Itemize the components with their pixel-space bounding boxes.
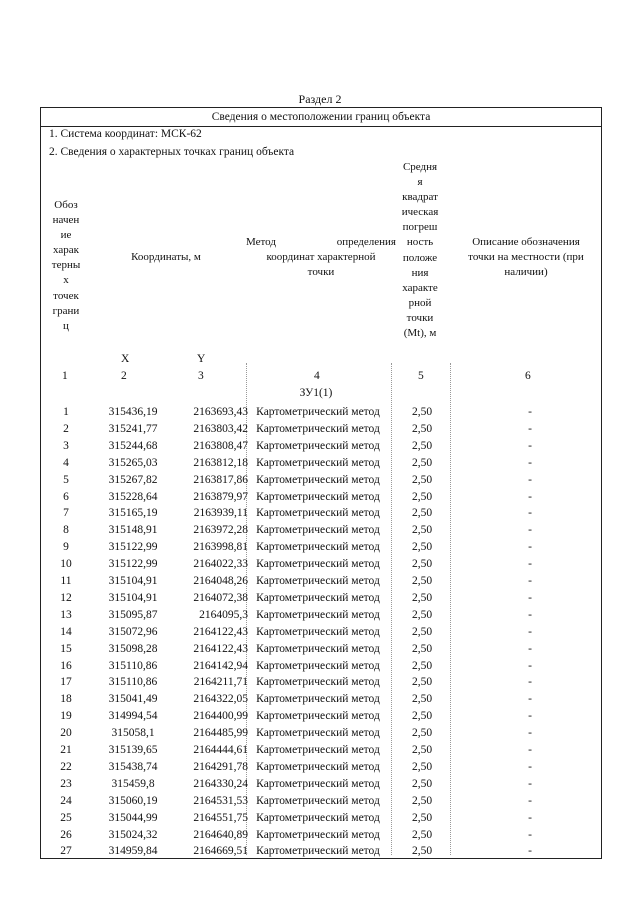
- description-cell: -: [528, 693, 532, 706]
- point-number: 2: [63, 422, 69, 435]
- zone-label: ЗУ1(1): [299, 387, 333, 399]
- error-cell: 2,50: [411, 828, 433, 841]
- header-line: координат характерной: [266, 251, 376, 264]
- x-coordinate: 315265,03: [108, 456, 158, 469]
- y-coordinate: 2164640,89: [193, 828, 248, 841]
- description-cell: -: [528, 744, 532, 756]
- x-coordinate: 315139,65: [108, 744, 158, 756]
- method-cell: Картометрический метод: [256, 507, 380, 520]
- error-cell: 2,50: [411, 541, 433, 554]
- section-title: Раздел 2: [298, 92, 342, 106]
- header-line: харак: [53, 244, 79, 257]
- header-line: ность: [406, 236, 434, 249]
- point-number: 26: [60, 828, 72, 841]
- point-number: 18: [60, 693, 72, 706]
- method-cell: Картометрический метод: [256, 845, 380, 858]
- method-cell: Картометрический метод: [256, 473, 380, 486]
- table-row: [41, 843, 601, 860]
- description-cell: -: [528, 439, 532, 452]
- error-cell: 2,50: [411, 777, 433, 790]
- table-row: [41, 793, 601, 810]
- table-row: [41, 674, 601, 691]
- description-cell: -: [528, 760, 532, 773]
- description-cell: -: [528, 845, 532, 858]
- point-number: 13: [60, 608, 72, 621]
- description-cell: -: [528, 642, 532, 655]
- title-divider: [41, 126, 601, 127]
- point-number: 16: [60, 659, 72, 672]
- method-cell: Картометрический метод: [256, 659, 380, 672]
- method-cell: Картометрический метод: [256, 524, 380, 537]
- header-word: Метод: [246, 236, 276, 248]
- method-cell: Картометрический метод: [256, 811, 380, 824]
- x-coordinate: 315060,19: [108, 794, 158, 807]
- table-row: [41, 776, 601, 793]
- error-cell: 2,50: [411, 744, 433, 756]
- x-coordinate: 315459,8: [111, 777, 155, 790]
- y-coordinate: 2163803,42: [193, 422, 248, 435]
- column-number: 6: [525, 370, 531, 382]
- error-cell: 2,50: [411, 811, 433, 824]
- method-cell: Картометрический метод: [256, 828, 380, 841]
- table-row: [41, 438, 601, 455]
- description-cell: -: [528, 473, 532, 486]
- table-row: [41, 505, 601, 522]
- y-coordinate: 2164551,75: [193, 811, 248, 824]
- y-coordinate: 2163879,97: [193, 490, 248, 503]
- description-cell: -: [528, 676, 532, 689]
- x-coordinate: 315072,96: [108, 625, 158, 638]
- y-coordinate: 2164095,3: [199, 608, 248, 621]
- method-cell: Картометрический метод: [256, 693, 380, 706]
- header-line: ие: [60, 229, 72, 242]
- method-cell: Картометрический метод: [256, 558, 380, 571]
- table-row: [41, 641, 601, 658]
- column-number: 2: [121, 370, 127, 382]
- header-line: наличии): [504, 266, 548, 279]
- header-line: начен: [52, 214, 80, 227]
- point-number: 3: [63, 439, 69, 452]
- y-coordinate: 2163812,18: [193, 456, 248, 469]
- error-cell: 2,50: [411, 591, 433, 604]
- method-cell: Картометрический метод: [256, 422, 380, 435]
- x-coordinate: 315165,19: [108, 507, 158, 520]
- header-point-designation: [43, 198, 89, 334]
- point-number: 27: [60, 845, 72, 858]
- description-cell: -: [528, 777, 532, 790]
- method-cell: Картометрический метод: [256, 625, 380, 638]
- y-coordinate: 2164072,38: [193, 591, 248, 604]
- boundary-table: [40, 107, 602, 859]
- table-row: [41, 556, 601, 573]
- error-cell: 2,50: [411, 710, 433, 723]
- error-cell: 2,50: [411, 676, 433, 689]
- method-cell: Картометрический метод: [256, 406, 380, 418]
- method-cell: Картометрический метод: [256, 760, 380, 773]
- header-line: квадрат: [402, 191, 438, 204]
- table-row: [41, 522, 601, 539]
- y-coordinate: 2164122,43: [193, 642, 248, 655]
- description-cell: -: [528, 406, 532, 418]
- x-coordinate: 315110,86: [108, 659, 158, 672]
- y-coordinate: 2164291,78: [193, 760, 248, 773]
- method-cell: Картометрический метод: [256, 575, 380, 587]
- point-number: 17: [60, 676, 72, 689]
- method-cell: Картометрический метод: [256, 591, 380, 604]
- coordinate-system-line: 1. Система координат: МСК-62: [49, 128, 202, 140]
- header-line: характе: [402, 281, 438, 294]
- header-line: Описание обозначения: [472, 236, 580, 248]
- method-cell: Картометрический метод: [256, 642, 380, 655]
- point-number: 1: [63, 406, 69, 418]
- point-number: 12: [60, 591, 72, 604]
- header-line: терны: [51, 259, 81, 272]
- method-cell: Картометрический метод: [256, 490, 380, 503]
- x-coordinate: 315098,28: [108, 642, 158, 655]
- point-number: 6: [63, 490, 69, 503]
- y-coordinate: 2164531,53: [193, 794, 248, 807]
- point-number: 14: [60, 625, 72, 638]
- method-cell: Картометрический метод: [256, 456, 380, 469]
- x-coordinate: 315122,99: [108, 558, 158, 571]
- y-coordinate: 2163693,43: [193, 406, 248, 418]
- table-row: [41, 404, 601, 421]
- description-cell: -: [528, 422, 532, 435]
- column-number: 4: [314, 370, 320, 382]
- table-row: [41, 691, 601, 708]
- error-cell: 2,50: [411, 456, 433, 469]
- table-row: [41, 573, 601, 590]
- x-coordinate: 314959,84: [108, 845, 158, 858]
- header-method: [246, 235, 396, 280]
- y-coordinate: 2164330,24: [193, 777, 248, 790]
- description-cell: -: [528, 524, 532, 537]
- header-line: ическая: [401, 206, 439, 219]
- x-coordinate: 314994,54: [108, 710, 158, 723]
- header-line: Обоз: [54, 199, 78, 211]
- point-number: 9: [63, 541, 69, 554]
- x-coordinate: 315148,91: [108, 524, 158, 537]
- table-row: [41, 742, 601, 759]
- error-cell: 2,50: [411, 490, 433, 503]
- y-coordinate: 2163939,11: [193, 507, 248, 520]
- header-line: х: [63, 274, 69, 287]
- point-number: 5: [63, 473, 69, 486]
- description-cell: -: [528, 727, 532, 740]
- header-line: ц: [63, 319, 69, 332]
- error-cell: 2,50: [411, 422, 433, 435]
- description-cell: -: [528, 558, 532, 571]
- header-line: ния: [411, 266, 429, 279]
- point-number: 4: [63, 456, 69, 469]
- header-line: положе: [402, 251, 438, 264]
- method-cell: Картометрический метод: [256, 608, 380, 621]
- header-coordinates: Координаты, м: [131, 251, 201, 263]
- table-row: [41, 725, 601, 742]
- x-coordinate: 315041,49: [108, 693, 158, 706]
- method-cell: Картометрический метод: [256, 777, 380, 790]
- method-cell: Картометрический метод: [256, 439, 380, 452]
- error-cell: 2,50: [411, 693, 433, 706]
- method-cell: Картометрический метод: [256, 794, 380, 807]
- y-coordinate: 2164122,43: [193, 625, 248, 638]
- points-info-line: 2. Сведения о характерных точках границ объекта: [49, 146, 295, 158]
- error-cell: 2,50: [411, 625, 433, 638]
- method-cell: Картометрический метод: [256, 710, 380, 723]
- y-coordinate: 2164485,99: [193, 727, 248, 740]
- table-row: [41, 590, 601, 607]
- header-line: точки на местности (при: [468, 251, 584, 264]
- point-number: 23: [60, 777, 72, 790]
- description-cell: -: [528, 490, 532, 503]
- error-cell: 2,50: [411, 642, 433, 655]
- table-row: [41, 759, 601, 776]
- x-coordinate: 315058,1: [111, 727, 155, 740]
- table-row: [41, 489, 601, 506]
- y-coordinate: 2164400,99: [193, 710, 248, 723]
- table-row: [41, 810, 601, 827]
- y-coordinate: 2163972,28: [193, 524, 248, 537]
- x-coordinate: 315267,82: [108, 473, 158, 486]
- column-number: 1: [62, 370, 68, 382]
- x-coordinate: 315044,99: [108, 811, 158, 824]
- header-line: я: [417, 176, 423, 189]
- table-row: [41, 827, 601, 844]
- table-row: [41, 472, 601, 489]
- y-coordinate: 2164142,94: [193, 659, 248, 672]
- x-coordinate: 315436,19: [108, 406, 158, 418]
- table-row: [41, 624, 601, 641]
- table-row: [41, 607, 601, 624]
- description-cell: -: [528, 710, 532, 723]
- error-cell: 2,50: [411, 406, 433, 418]
- error-cell: 2,50: [411, 524, 433, 537]
- point-number: 21: [60, 744, 72, 756]
- x-coordinate: 315024,32: [108, 828, 158, 841]
- method-cell: Картометрический метод: [256, 727, 380, 740]
- header-line: точек: [53, 289, 79, 302]
- description-cell: -: [528, 828, 532, 841]
- header-line: Средня: [402, 161, 438, 173]
- x-coordinate: 315095,87: [108, 608, 158, 621]
- error-cell: 2,50: [411, 727, 433, 740]
- error-cell: 2,50: [411, 760, 433, 773]
- point-number: 8: [63, 524, 69, 537]
- error-cell: 2,50: [411, 794, 433, 807]
- method-cell: Картометрический метод: [256, 676, 380, 689]
- column-number: 5: [418, 370, 424, 382]
- error-cell: 2,50: [411, 507, 433, 520]
- column-number: 3: [198, 370, 204, 382]
- table-row: [41, 658, 601, 675]
- description-cell: -: [528, 541, 532, 554]
- point-number: 15: [60, 642, 72, 655]
- description-cell: -: [528, 625, 532, 638]
- y-coordinate: 2164444,61: [193, 744, 248, 756]
- y-coordinate: 2163998,81: [193, 541, 248, 554]
- header-line: рной: [408, 296, 432, 309]
- y-coordinate: 2163817,86: [193, 473, 248, 486]
- y-label: Y: [197, 353, 206, 365]
- x-coordinate: 315244,68: [108, 439, 158, 452]
- point-number: 25: [60, 811, 72, 824]
- x-coordinate: 315104,91: [108, 575, 158, 587]
- x-coordinate: 315110,86: [108, 676, 158, 689]
- y-coordinate: 2164211,71: [193, 676, 248, 689]
- header-line: (Mt), м: [403, 327, 437, 340]
- point-number: 22: [60, 760, 72, 773]
- point-number: 20: [60, 727, 72, 740]
- y-coordinate: 2164669,51: [193, 845, 248, 858]
- description-cell: -: [528, 659, 532, 672]
- error-cell: 2,50: [411, 608, 433, 621]
- description-cell: -: [528, 591, 532, 604]
- error-cell: 2,50: [411, 439, 433, 452]
- header-line: точки: [406, 311, 434, 324]
- description-cell: -: [528, 794, 532, 807]
- point-number: 7: [63, 507, 69, 520]
- description-cell: -: [528, 608, 532, 621]
- point-number: 11: [60, 575, 72, 587]
- y-coordinate: 2164022,33: [193, 558, 248, 571]
- table-row: [41, 708, 601, 725]
- error-cell: 2,50: [411, 558, 433, 571]
- method-cell: Картометрический метод: [256, 541, 380, 554]
- header-description: [451, 235, 601, 280]
- description-cell: -: [528, 811, 532, 824]
- y-coordinate: 2164322,05: [193, 693, 248, 706]
- error-cell: 2,50: [411, 575, 433, 587]
- x-coordinate: 315438,74: [108, 760, 158, 773]
- error-cell: 2,50: [411, 659, 433, 672]
- header-mean-square-error: [391, 160, 449, 341]
- x-coordinate: 315241,77: [108, 422, 158, 435]
- point-number: 24: [60, 794, 72, 807]
- header-line: погреш: [402, 221, 438, 234]
- method-cell: Картометрический метод: [256, 744, 380, 756]
- table-title: Сведения о местоположении границ объекта: [211, 111, 431, 123]
- error-cell: 2,50: [411, 473, 433, 486]
- table-row: [41, 455, 601, 472]
- description-cell: -: [528, 575, 532, 587]
- x-coordinate: 315122,99: [108, 541, 158, 554]
- header-word: определения: [336, 236, 396, 248]
- header-line: точки: [307, 266, 335, 279]
- x-coordinate: 315104,91: [108, 591, 158, 604]
- description-cell: -: [528, 507, 532, 520]
- table-row: [41, 539, 601, 556]
- y-coordinate: 2163808,47: [193, 439, 248, 452]
- error-cell: 2,50: [411, 845, 433, 858]
- y-coordinate: 2164048,26: [193, 575, 248, 587]
- header-line: грани: [52, 304, 80, 317]
- table-row: [41, 421, 601, 438]
- point-number: 19: [60, 710, 72, 723]
- description-cell: -: [528, 456, 532, 469]
- x-coordinate: 315228,64: [108, 490, 158, 503]
- point-number: 10: [60, 558, 72, 571]
- x-label: X: [121, 353, 130, 365]
- header-line: [246, 235, 396, 250]
